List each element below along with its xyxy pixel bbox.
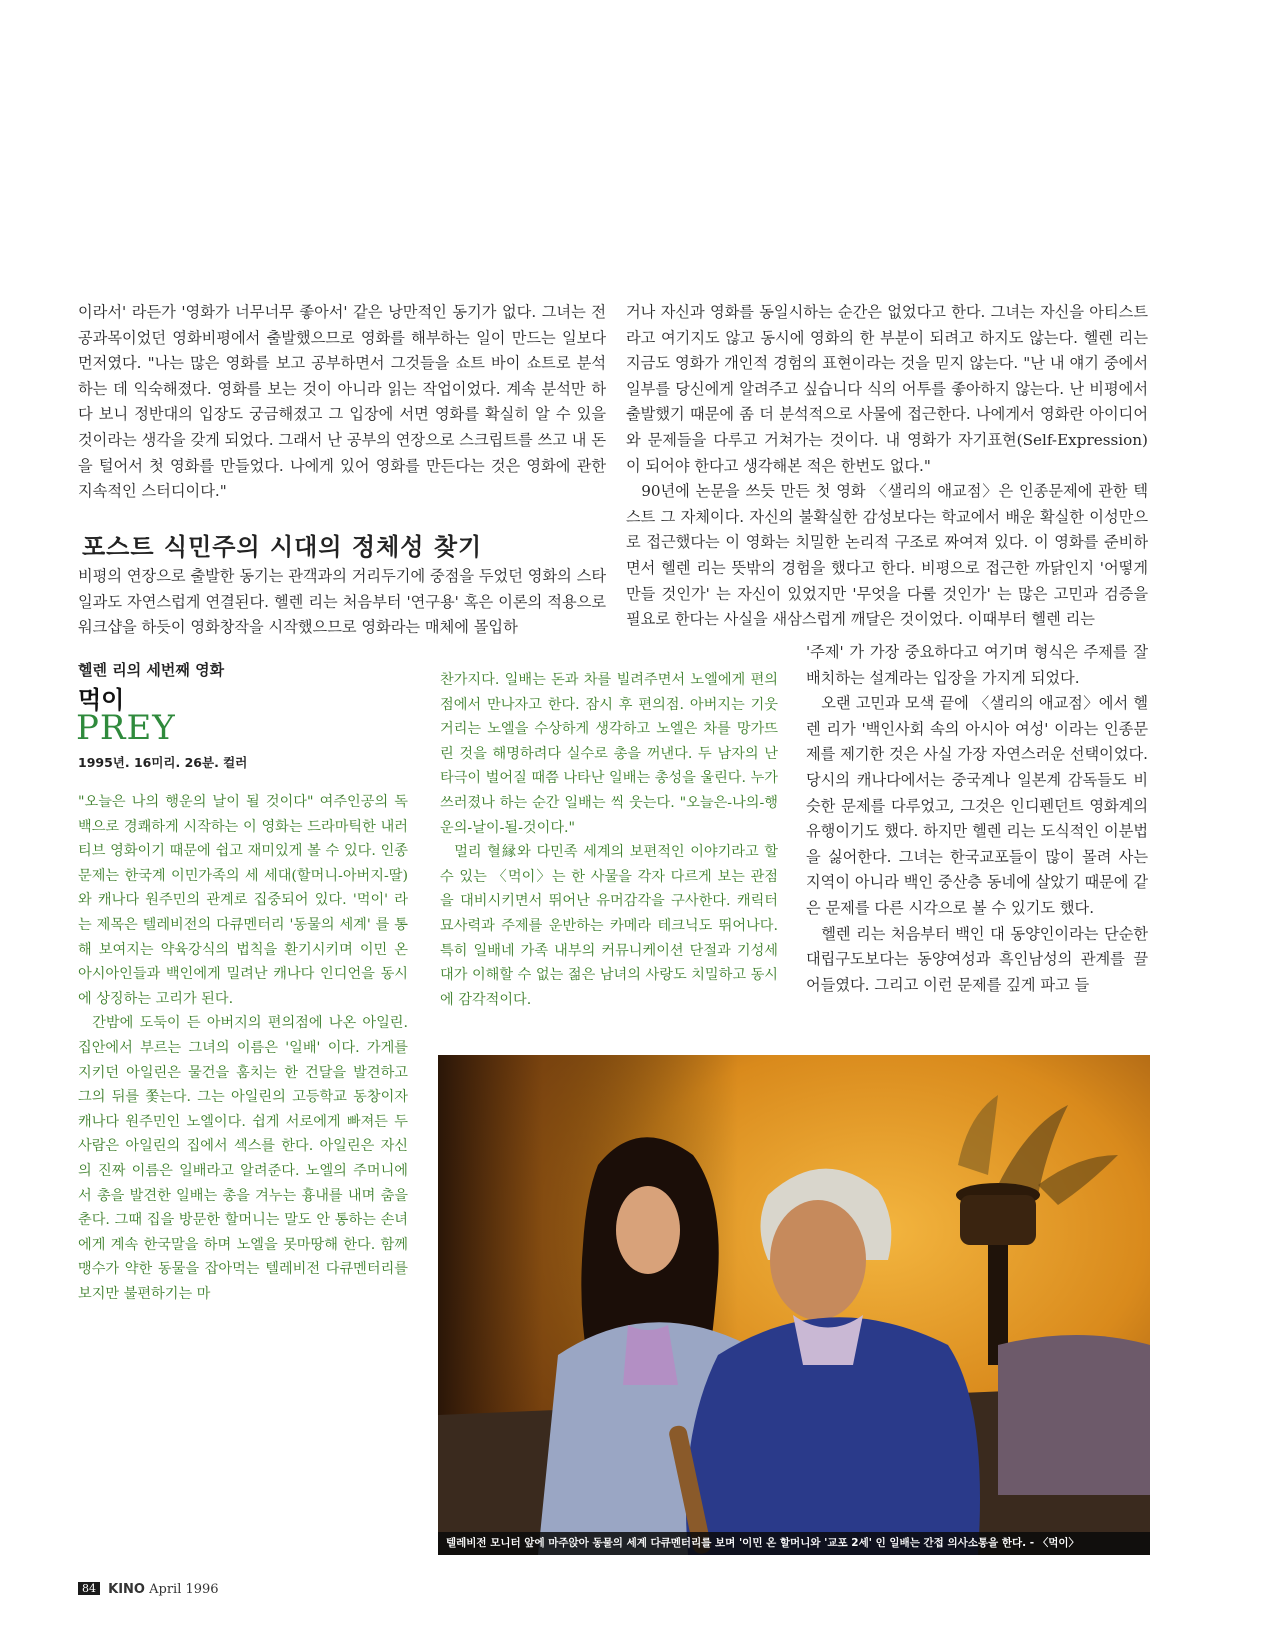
article-paragraph: 오랜 고민과 모색 끝에 〈샐리의 애교점〉에서 헬렌 리가 '백인사회 속의 아시아 여성' 이라는 인종문제를 제기한 것은 사실 가장 자연스러운 선택이었다. 당시의 캐나다에서는 중국계나 일본계 감독들도 비슷한 문제를 다루었고, 그것은 인디펜던트 영화계의 유행이기도 했다. 하지만 헬렌 리는 도식적인 이분법을 싫어한다. 그녀는 한국교포들이 많이 몰려 사는 지역이 아니라 백인 중산층 동네에 살았기 때문에 같은 문제를 다른 시각으로 볼 수 있기도 했다. — [806, 694, 1148, 917]
section-intro — [78, 564, 606, 641]
article-paragraph: '주제' 가 가장 중요하다고 여기며 형식은 주제를 잘 배치하는 설계라는 입장을 가지게 되었다. — [806, 643, 1148, 687]
film-info: 1995년. 16미리. 26분. 컬러 — [78, 755, 248, 770]
issue-date: April 1996 — [149, 1582, 219, 1597]
page-footer — [78, 1582, 219, 1597]
synopsis-paragraph: "오늘은 나의 행운의 날이 될 것이다" 여주인공의 독백으로 경쾌하게 시작하는 이 영화는 드라마틱한 내러티브 영화이기 때문에 쉽고 재미있게 볼 수 있다. 인종문제는 한국계 이민가족의 세 세대(할머니-아버지-딸)와 캐나다 원주민의 관계로 집중되어 있다. '먹이' 라는 제목은 텔레비전의 다큐멘터리 '동물의 세계' 를 통해 보여지는 약육강식의 법칙을 환기시키며 이민 온 아시아인들과 백인에게 밀려난 캐나다 인디언을 동시에 상징하는 고리가 된다. — [78, 794, 408, 1007]
article-column-left — [78, 300, 606, 505]
article-paragraph: 90년에 논문을 쓰듯 만든 첫 영화 〈샐리의 애교점〉은 인종문제에 관한 텍스트 그 자체이다. 자신의 불확실한 감성보다는 학교에서 배운 확실한 이성만으로 접근했다는 이 영화는 치밀한 논리적 구조로 짜여져 있다. 이 영화를 준비하면서 헬렌 리는 뜻밖의 경험을 했다고 한다. 비평으로 접근한 까닭인지 '어떻게 만들 것인가' 는 자신이 있었지만 '무엇을 다룰 것인가' 는 많은 고민과 검증을 필요로 한다는 사실을 새삼스럽게 깨달은 것이었다. 이때부터 헬렌 리는 — [626, 482, 1148, 629]
synopsis-paragraph: 찬가지다. 일배는 돈과 차를 빌려주면서 노엘에게 편의점에서 만나자고 한다. 잠시 후 편의점. 아버지는 기웃거리는 노엘을 수상하게 생각하고 노엘은 차를 망가뜨린 것을 해명하려다 실수로 총을 꺼낸다. 두 남자의 난타극이 벌어질 때쯤 나타난 일배는 총성을 울린다. 누가 쓰러졌나 하는 순간 일배는 씩 웃는다. "오늘은-나의-행운의-날이-될-것이다." — [440, 672, 778, 836]
film-synopsis-left — [78, 790, 408, 1306]
synopsis-paragraph: 간밤에 도둑이 든 아버지의 편의점에 나온 아일린. 집안에서 부르는 그녀의 이름은 '일배' 이다. 가게를 지키던 아일린은 물건을 훔치는 한 건달을 발견하고 그의 뒤를 쫓는다. 그는 아일린의 고등학교 동창이자 캐나다 원주민인 노엘이다. 쉽게 서로에게 빠져든 두 사람은 아일린의 집에서 섹스를 한다. 아일린은 자신의 진짜 이름은 일배라고 알려준다. 노엘의 주머니에서 총을 발견한 일배는 총을 겨누는 흉내를 내며 춤을 춘다. 그때 집을 방문한 할머니는 말도 안 통하는 손녀에게 계속 한국말을 하며 노엘을 못마땅해 한다. 함께 맹수가 약한 동물을 잡아먹는 텔레비전 다큐멘터리를 보지만 불편하기는 마 — [78, 1015, 408, 1302]
film-korean-title: 먹이 — [78, 686, 125, 714]
film-still-photo — [438, 1055, 1150, 1555]
article-column-right — [626, 300, 1148, 633]
article-paragraph: 이라서' 라든가 '영화가 너무너무 좋아서' 같은 낭만적인 동기가 없다. 그녀는 전공과목이었던 영화비평에서 출발했으므로 영화를 해부하는 일이 만드는 일보다 먼저였다. "나는 많은 영화를 보고 공부하면서 그것들을 쇼트 바이 쇼트로 분석하는 데 익숙해졌다. 영화를 보는 것이 아니라 읽는 작업이었다. 계속 분석만 하다 보니 정반대의 입장도 궁금해졌고 그 입장에 서면 영화를 확실히 알 수 있을 것이라는 생각을 갖게 되었다. 그래서 난 공부의 연장으로 스크립트를 쓰고 내 돈을 털어서 첫 영화를 만들었다. 나에게 있어 영화를 만든다는 것은 영화에 관한 지속적인 스터디이다." — [78, 303, 606, 501]
film-synopsis-mid — [440, 668, 778, 1012]
film-still-illustration — [438, 1055, 1150, 1555]
film-english-title: PREY — [76, 708, 176, 748]
article-column-right-lower — [806, 640, 1148, 998]
article-paragraph: 거나 자신과 영화를 동일시하는 순간은 없었다고 한다. 그녀는 자신을 아티스트라고 여기지도 않고 동시에 영화의 한 부분이 되려고 하지도 않는다. 헬렌 리는 지금도 영화가 개인적 경험의 표현이라는 것을 믿지 않는다. "난 내 얘기 중에서 일부를 당신에게 알려주고 싶습니다 식의 어투를 좋아하지 않는다. 난 비평에서 출발했기 때문에 좀 더 분석적으로 사물에 접근한다. 나에게서 영화란 아이디어와 문제들을 다루고 거쳐가는 것이다. 내 영화가 자기표현(Self-Expression)이 되어야 한다고 생각해본 적은 한번도 없다." — [626, 303, 1148, 475]
article-paragraph: 헬렌 리는 처음부터 백인 대 동양인이라는 단순한 대립구도보다는 동양여성과 흑인남성의 관계를 끌어들였다. 그리고 이런 문제를 깊게 파고 들 — [806, 924, 1148, 994]
page-number: 84 — [78, 1582, 100, 1595]
film-label: 헬렌 리의 세번째 영화 — [78, 661, 225, 679]
photo-caption: 텔레비전 모니터 앞에 마주앉아 동물의 세계 다큐멘터리를 보며 '이민 온 할머니와 '교포 2세' 인 일배는 간접 의사소통을 한다. - 〈먹이〉 — [438, 1532, 1150, 1555]
synopsis-paragraph: 멀리 혈縁와 다민족 세계의 보편적인 이야기라고 할 수 있는 〈먹이〉는 한 사물을 각자 다르게 보는 관점을 대비시키면서 뛰어난 유머감각을 구사한다. 캐릭터 묘사력과 주제를 운반하는 카메라 테크닉도 뛰어나다. 특히 일배네 가족 내부의 커뮤니케이션 단절과 기성세대가 이해할 수 없는 젊은 남녀의 사랑도 치밀하고 동시에 감각적이다. — [440, 844, 778, 1008]
article-paragraph: 비평의 연장으로 출발한 동기는 관객과의 거리두기에 중점을 두었던 영화의 스타일과도 자연스럽게 연결된다. 헬렌 리는 처음부터 '연구용' 혹은 이론의 적용으로 워크샵을 하듯이 영화창작을 시작했으므로 영화라는 매체에 몰입하 — [78, 567, 606, 637]
section-heading: 포스트 식민주의 시대의 정체성 찾기 — [82, 533, 483, 561]
magazine-name: KINO — [108, 1582, 145, 1597]
